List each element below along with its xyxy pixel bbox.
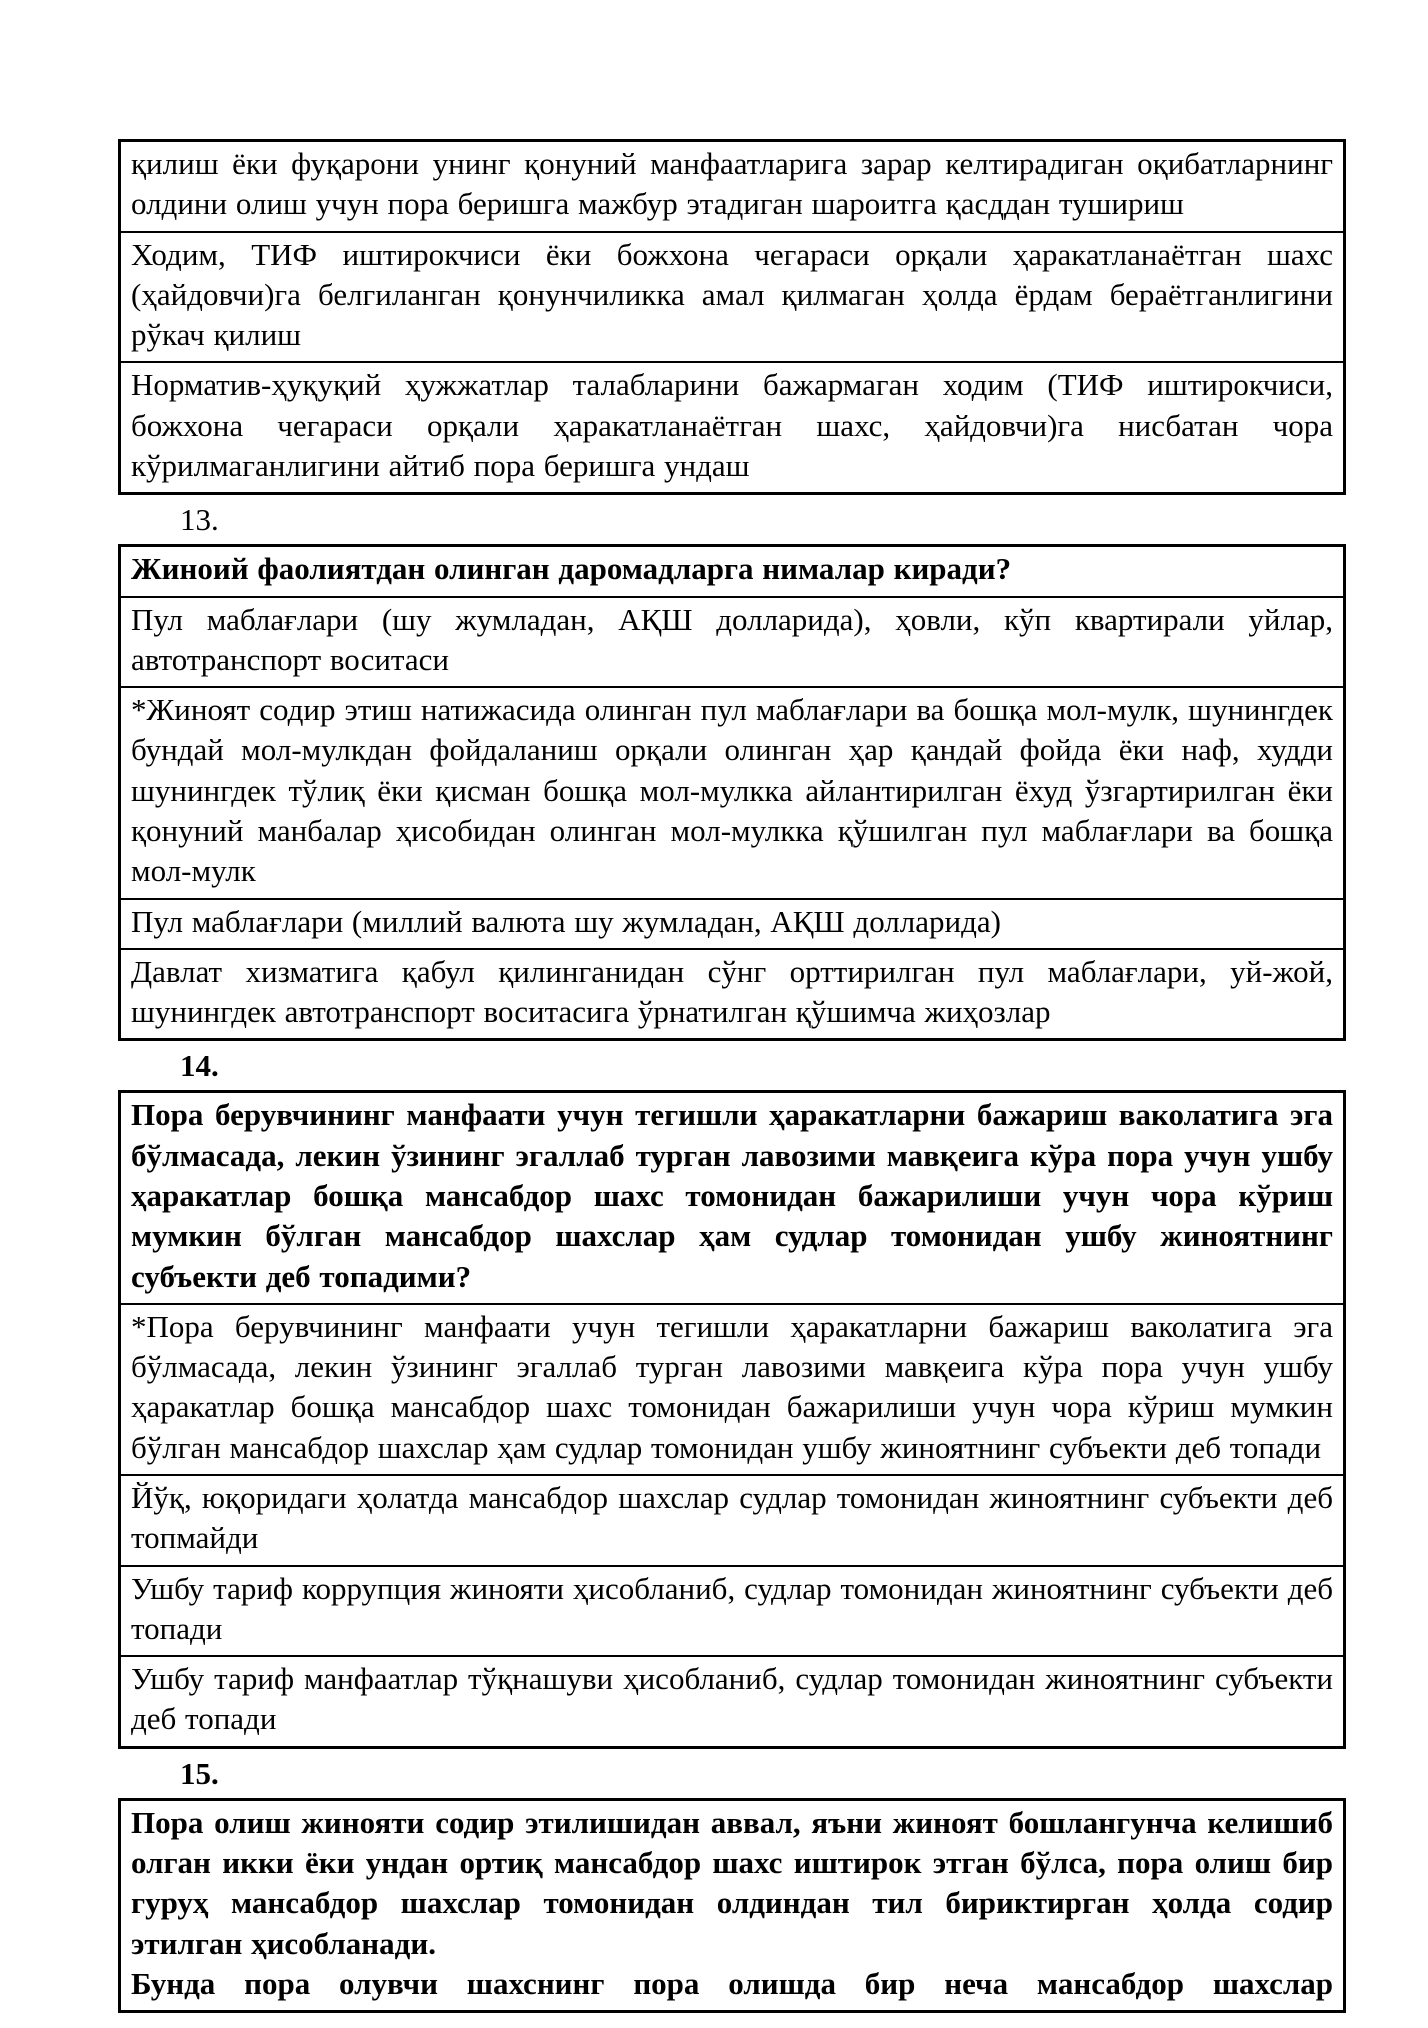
question-13-answer-4: Давлат хизматига қабул қилинганидан сўнг орттирилган пул маблағлари, уй-жой, шунингдек автотранспорт воситасига ўрнатилган қўшимча жиҳозлар	[120, 949, 1345, 1040]
page-content	[118, 139, 1346, 2013]
table-row	[120, 1656, 1345, 1747]
question-15-table	[118, 1798, 1346, 2013]
table-row	[120, 1304, 1345, 1475]
table-row	[120, 546, 1345, 597]
table-row	[120, 1566, 1345, 1657]
question-14-answer-2: Йўқ, юқоридаги ҳолатда мансабдор шахслар судлар томонидан жиноятнинг субъекти деб топмайди	[120, 1475, 1345, 1566]
table-row	[120, 1799, 1345, 2011]
question-14-table	[118, 1090, 1346, 1748]
question-14-answer-1: *Пора берувчининг манфаати учун тегишли ҳаракатларни бажариш ваколатига эга бўлмасада, лекин ўзининг эгаллаб турган лавозими мавқеига кўра пора учун ушбу ҳаракатлар бошқа мансабдор шахс томонидан бажарилиши учун чора кўриш мумкин бўлган мансабдор шахслар ҳам судлар томонидан ушбу жиноятнинг субъекти деб топади	[120, 1304, 1345, 1475]
table-row	[120, 687, 1345, 898]
question-14-answer-3: Ушбу тариф коррупция жинояти ҳисобланиб, судлар томонидан жиноятнинг субъекти деб топади	[120, 1566, 1345, 1657]
table-row	[120, 597, 1345, 688]
question-number-15: 15.	[180, 1755, 219, 1791]
question-13-answer-2: *Жиноят содир этиш натижасида олинган пул маблағлари ва бошқа мол-мулк, шунингдек бундай мол-мулкдан фойдаланиш орқали олинган ҳар қандай фойда ёки наф, худди шунингдек тўлиқ ёки қисман бошқа мол-мулкка айлантирилган ёхуд ўзгартирилган ёки қонуний манбалар ҳисобидан олинган мол-мулкка қўшилган пул маблағлари ва бошқа мол-мулк	[120, 687, 1345, 898]
question-15-paragraph-1: Пора олиш жинояти содир этилишидан аввал, яъни жиноят бошлангунча келишиб олган икки ёки ундан ортиқ мансабдор шахс иштирок этган бўлса, пора олиш бир гуруҳ мансабдор шахслар томонидан олдиндан тил бириктирган ҳолда содир этилган ҳисобланади.	[131, 1804, 1333, 1961]
question-13-text: Жиноий фаолиятдан олинган даромадларга нималар киради?	[120, 546, 1345, 597]
question-15-text	[120, 1799, 1345, 2011]
question-14-answer-4: Ушбу тариф манфаатлар тўқнашуви ҳисобланиб, судлар томонидан жиноятнинг субъекти деб топади	[120, 1656, 1345, 1747]
question-13-table	[118, 544, 1346, 1041]
answer-cell: Норматив-ҳуқуқий ҳужжатлар талабларини бажармаган ходим (ТИФ иштирокчиси, божхона чегараси орқали ҳаракатланаётган шахс, ҳайдовчи)га нисбатан чора кўрилмаганлигини айтиб пора беришга ундаш	[120, 362, 1345, 493]
table-row	[120, 1092, 1345, 1304]
question-14-text: Пора берувчининг манфаати учун тегишли ҳаракатларни бажариш ваколатига эга бўлмасада, лекин ўзининг эгаллаб турган лавозими мавқеига кўра пора учун ушбу ҳаракатлар бошқа мансабдор шахс томонидан бажарилиши учун чора кўриш мумкин бўлган мансабдор шахслар ҳам судлар томонидан ушбу жиноятнинг субъекти деб топадими?	[120, 1092, 1345, 1304]
answer-cell: Ходим, ТИФ иштирокчиси ёки божхона чегараси орқали ҳаракатланаётган шахс (ҳайдовчи)га белгиланган қонунчиликка амал қилмаган ҳолда ёрдам бераётганлигини рўкач қилиш	[120, 232, 1345, 363]
question-number-14: 14.	[180, 1048, 219, 1084]
table-row	[120, 232, 1345, 363]
table-row	[120, 949, 1345, 1040]
question-number-13: 13.	[180, 502, 219, 538]
continued-answers-table	[118, 139, 1346, 495]
table-row	[120, 1475, 1345, 1566]
table-row	[120, 362, 1345, 493]
question-13-answer-3: Пул маблағлари (миллий валюта шу жумладан, АҚШ долларида)	[120, 899, 1345, 949]
table-row	[120, 141, 1345, 232]
question-15-paragraph-2: Бунда пора олувчи шахснинг пора олишда бир неча мансабдор шахслар	[131, 1965, 1333, 2001]
table-row	[120, 899, 1345, 949]
answer-cell: қилиш ёки фуқарони унинг қонуний манфаатларига зарар келтирадиган оқибатларнинг олдини олиш учун пора беришга мажбур этадиган шароитга қасддан тушириш	[120, 141, 1345, 232]
question-13-answer-1: Пул маблағлари (шу жумладан, АҚШ долларида), ҳовли, кўп квартирали уйлар, автотранспорт воситаси	[120, 597, 1345, 688]
